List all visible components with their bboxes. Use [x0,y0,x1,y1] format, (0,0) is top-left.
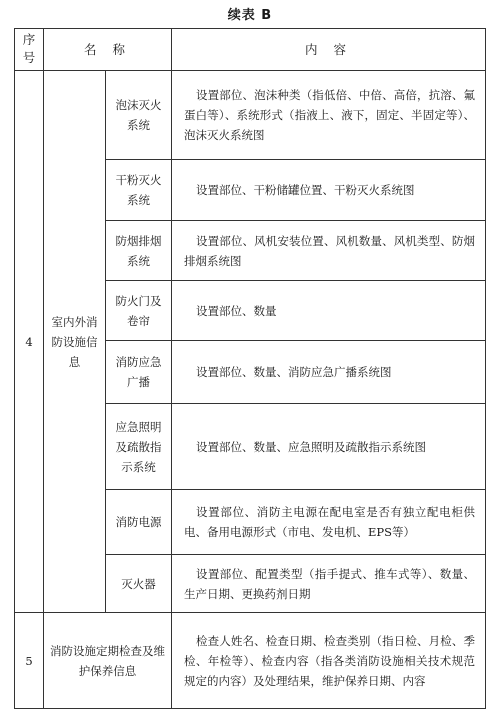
header-name: 名 称 [44,29,172,71]
row-group-name: 室内外消防设施信息 [44,71,106,613]
sub-item-name: 消防应急广播 [106,341,172,404]
sub-item-content: 设置部位、数量、消防应急广播系统图 [172,341,486,404]
row-number-5: 5 [15,613,44,709]
row-content: 检查人姓名、检查日期、检查类别（指日检、月检、季检、年检等）、检查内容（指各类消防设施相关技术规范规定的内容）及处理结果，维护保养日期、内容 [172,613,486,709]
sub-item-content: 设置部位、泡沫种类（指低倍、中倍、高倍，抗溶、氟蛋白等）、系统形式（指液上、液下，固定、半固定等）、泡沫灭火系统图 [172,71,486,160]
header-row [15,29,486,71]
sub-item-name: 灭火器 [106,555,172,613]
header-content: 内 容 [172,29,486,71]
sub-item-content: 设置部位、数量 [172,281,486,341]
sub-item-name: 防烟排烟系统 [106,221,172,281]
sub-item-name: 泡沫灭火系统 [106,71,172,160]
sub-item-name: 防火门及卷帘 [106,281,172,341]
table-row [15,613,486,709]
row-name: 消防设施定期检查及维护保养信息 [44,613,172,709]
row-number-4: 4 [15,71,44,613]
sub-item-content: 设置部位、风机安装位置、风机数量、风机类型、防烟排烟系统图 [172,221,486,281]
header-no: 序号 [15,29,44,71]
sub-item-name: 消防电源 [106,490,172,555]
sub-item-content: 设置部位、数量、应急照明及疏散指示系统图 [172,404,486,490]
sub-item-name: 应急照明及疏散指示系统 [106,404,172,490]
table-row [15,71,486,160]
sub-item-content: 设置部位、配置类型（指手提式、推车式等）、数量、生产日期、更换药剂日期 [172,555,486,613]
sub-item-name: 干粉灭火系统 [106,160,172,221]
sub-item-content: 设置部位、干粉储罐位置、干粉灭火系统图 [172,160,486,221]
table-caption: 续表 B [227,8,273,23]
sub-item-content: 设置部位、消防主电源在配电室是否有独立配电柜供电、备用电源形式（市电、发电机、EPS等） [172,490,486,555]
facility-info-table [14,28,486,709]
